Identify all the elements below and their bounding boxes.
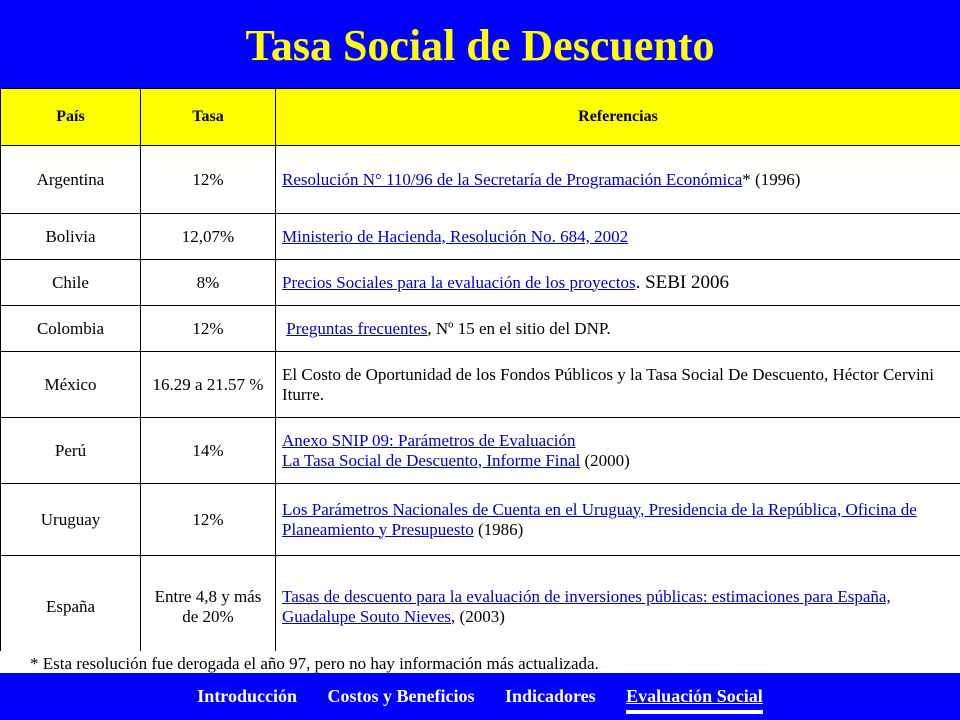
rate-cell: 12,07% xyxy=(141,214,276,260)
reference-link[interactable]: Anexo SNIP 09: Parámetros de Evaluación xyxy=(282,430,576,450)
nav-indicadores[interactable]: Indicadores xyxy=(504,686,596,706)
nav-costos-beneficios[interactable]: Costos y Beneficios xyxy=(327,686,475,706)
table-row xyxy=(1,260,960,306)
reference-text: , (2003) xyxy=(451,606,505,626)
reference-text: , Nº 15 en el sitio del DNP. xyxy=(427,318,611,338)
nav-evaluacion-social[interactable]: Evaluación Social xyxy=(626,686,763,714)
reference-link[interactable]: Tasas de descuento para la evaluación de inversiones públicas: estimaciones para España, Guadalupe Souto Nieves xyxy=(282,586,891,626)
country-cell: Perú xyxy=(1,418,141,484)
reference-cell xyxy=(276,418,960,484)
nav-introduccion[interactable]: Introducción xyxy=(197,686,297,706)
rate-cell: 14% xyxy=(141,418,276,484)
country-cell: México xyxy=(1,352,141,418)
reference-cell xyxy=(276,556,960,658)
discount-rate-table xyxy=(0,88,960,658)
footnote: * Esta resolución fue derogada el año 97, pero no hay información más actualizada. xyxy=(30,654,599,673)
table-row xyxy=(1,214,960,260)
reference-link[interactable]: Ministerio de Hacienda, Resolución No. 684, 2002 xyxy=(282,226,629,246)
reference-link[interactable]: Los Parámetros Nacionales de Cuenta en el Uruguay, Presidencia de la República, Oficina de Planeamiento y Presupuesto xyxy=(282,499,917,539)
country-cell: Colombia xyxy=(1,306,141,352)
reference-text: (2000) xyxy=(580,450,630,470)
table-row xyxy=(1,352,960,418)
reference-cell xyxy=(276,484,960,556)
reference-cell xyxy=(276,260,960,306)
rate-cell: 12% xyxy=(141,484,276,556)
reference-cell xyxy=(276,352,960,418)
rate-cell: 12% xyxy=(141,306,276,352)
header-country: País xyxy=(1,89,141,146)
country-cell: España xyxy=(1,556,141,658)
table-row xyxy=(1,484,960,556)
country-cell: Chile xyxy=(1,260,141,306)
rate-cell: 8% xyxy=(141,260,276,306)
reference-link-2[interactable]: La Tasa Social de Descuento, Informe Final xyxy=(282,450,581,470)
table-row xyxy=(1,306,960,352)
rate-cell: 16.29 a 21.57 % xyxy=(141,352,276,418)
header-rate: Tasa xyxy=(141,89,276,146)
table-row xyxy=(1,146,960,214)
country-cell: Argentina xyxy=(1,146,141,214)
header-references: Referencias xyxy=(276,89,960,146)
country-cell: Bolivia xyxy=(1,214,141,260)
reference-text: * (1996) xyxy=(742,169,801,189)
table-row xyxy=(1,418,960,484)
country-cell: Uruguay xyxy=(1,484,141,556)
rate-cell: Entre 4,8 y más de 20% xyxy=(141,556,276,658)
reference-cell xyxy=(276,146,960,214)
reference-link[interactable]: Resolución N° 110/96 de la Secretaría de Programación Económica xyxy=(282,169,743,189)
reference-text: (1986) xyxy=(473,519,524,539)
table-header-row xyxy=(1,89,960,146)
reference-link[interactable]: Precios Sociales para la evaluación de los proyectos xyxy=(282,272,636,292)
reference-text: . SEBI 2006 xyxy=(635,271,730,293)
reference-link[interactable]: Preguntas frecuentes xyxy=(286,318,428,338)
page-title: Tasa Social de Descuento xyxy=(245,21,715,70)
rate-cell: 12% xyxy=(141,146,276,214)
table-row xyxy=(1,556,960,658)
reference-cell xyxy=(276,306,960,352)
reference-cell xyxy=(276,214,960,260)
reference-text: El Costo de Oportunidad de los Fondos Públicos y la Tasa Social De Descuento, Héctor Cervini Iturre. xyxy=(282,364,934,404)
bottom-navigation xyxy=(0,686,960,707)
